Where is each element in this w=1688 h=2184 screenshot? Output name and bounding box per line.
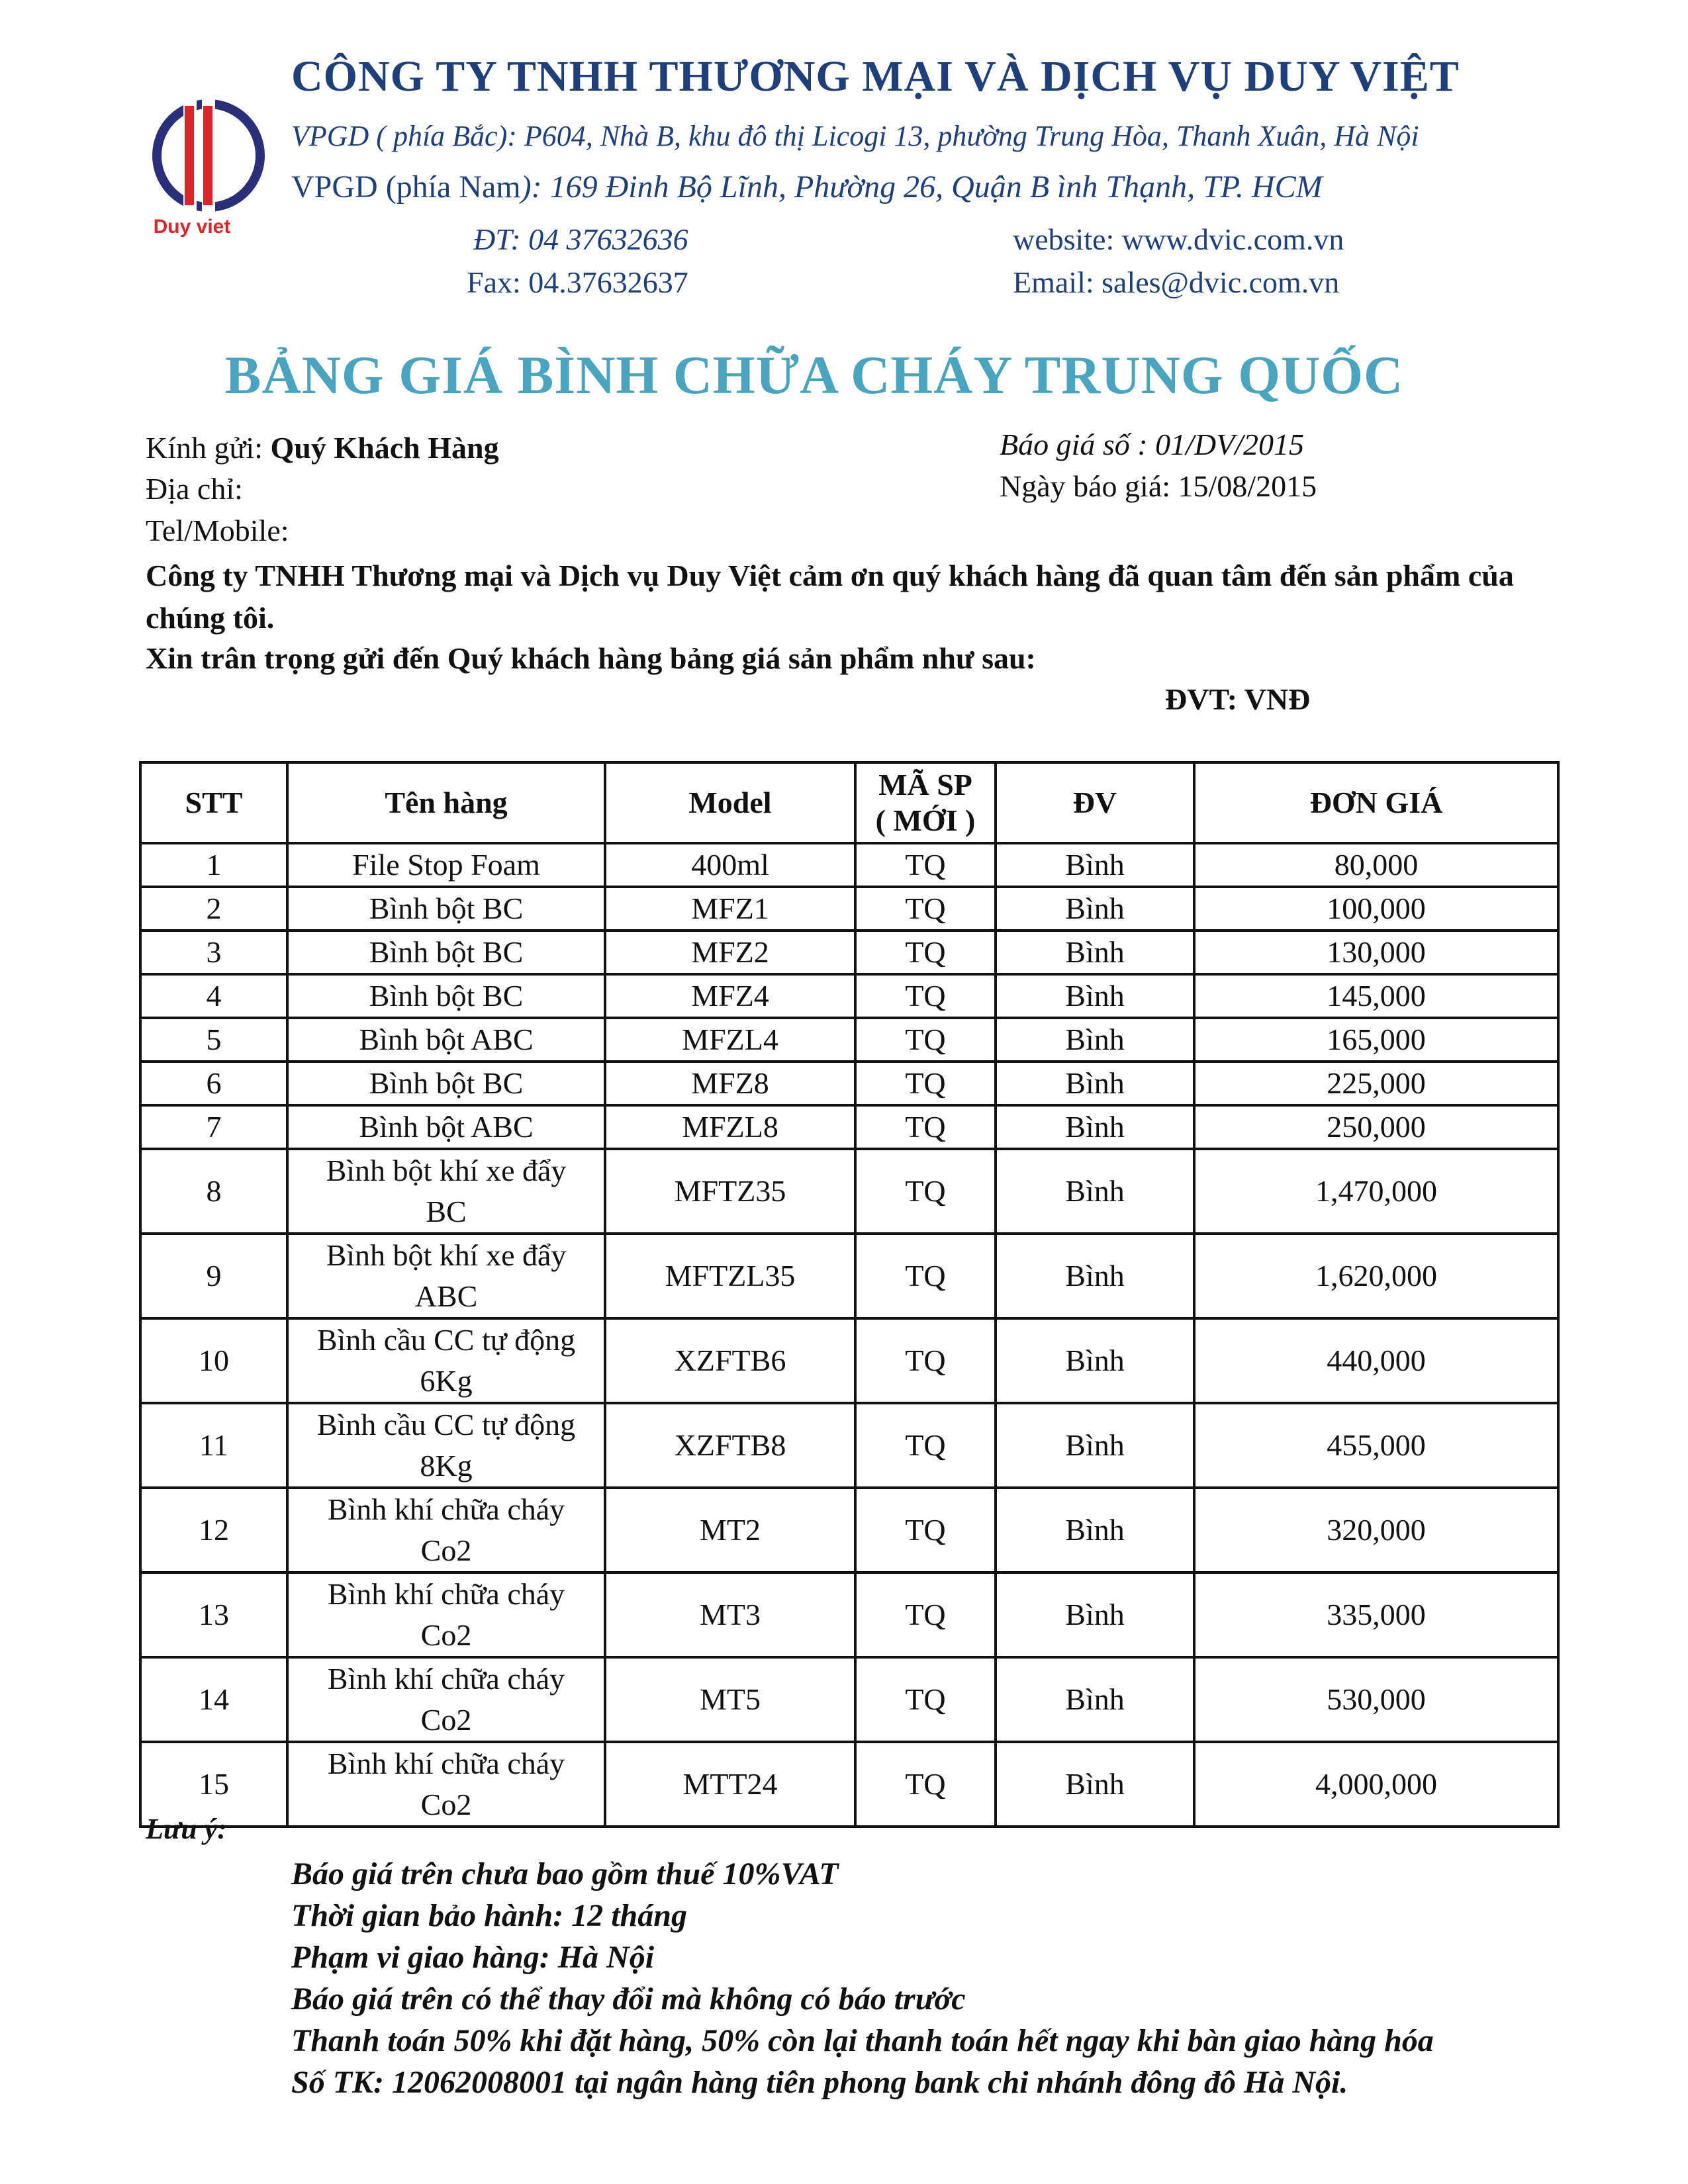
cell-model: MFZ1: [605, 887, 855, 931]
cell-unit: Bình: [996, 1018, 1194, 1062]
cell-price: 165,000: [1194, 1018, 1558, 1062]
cell-stt: 12: [140, 1488, 287, 1572]
note-item: Thanh toán 50% khi đặt hàng, 50% còn lại thanh toán hết ngay khi bàn giao hàng hóa: [291, 2023, 1434, 2058]
table-body: [140, 843, 1558, 1827]
thanks-paragraph: Công ty TNHH Thương mại và Dịch vụ Duy Việt cảm ơn quý khách hàng đã quan tâm đến sản phẩm của chúng tôi.: [146, 559, 1514, 635]
phone-number: ĐT: 04 37632636: [473, 222, 688, 256]
cell-price: 4,000,000: [1194, 1742, 1558, 1827]
cell-unit: Bình: [996, 1572, 1194, 1657]
cell-price: 455,000: [1194, 1403, 1558, 1488]
cell-model: MT2: [605, 1488, 855, 1572]
cell-price: 145,000: [1194, 974, 1558, 1018]
note-label: Lưu ý:: [146, 1813, 227, 1845]
intro-text: Xin trân trọng gửi đến Quý khách hàng bảng giá sản phẩm như sau:: [146, 641, 1036, 675]
cell-unit: Bình: [996, 931, 1194, 974]
cell-stt: 10: [140, 1318, 287, 1403]
cell-model: MT3: [605, 1572, 855, 1657]
cell-price: 225,000: [1194, 1062, 1558, 1105]
table-row: [140, 843, 1558, 887]
header-product-name: Tên hàng: [287, 762, 605, 843]
header-stt: STT: [140, 762, 287, 843]
table-row: [140, 1062, 1558, 1105]
cell-stt: 5: [140, 1018, 287, 1062]
note-item: Báo giá trên có thể thay đổi mà không có báo trước: [291, 1981, 966, 2017]
cell-product-name: Bình cầu CC tự động 8Kg: [287, 1403, 605, 1488]
address-label: Địa chỉ:: [146, 472, 243, 506]
fax-number: Fax: 04.37632637: [467, 265, 688, 299]
cell-model: MFZL4: [605, 1018, 855, 1062]
cell-price: 1,620,000: [1194, 1234, 1558, 1318]
cell-product-name: Bình bột BC: [287, 1062, 605, 1105]
table-row: [140, 1572, 1558, 1657]
unit-note: ĐVT: VNĐ: [1165, 682, 1311, 716]
address-south-detail: ): 169 Đinh Bộ Lĩnh, Phường 26, Quận B ình Thạnh, TP. HCM: [520, 169, 1323, 205]
table-row: [140, 887, 1558, 931]
cell-product-code: TQ: [855, 974, 996, 1018]
cell-product-name: Bình bột ABC: [287, 1105, 605, 1149]
cell-unit: Bình: [996, 1149, 1194, 1234]
table-row: [140, 1105, 1558, 1149]
cell-stt: 9: [140, 1234, 287, 1318]
cell-price: 530,000: [1194, 1657, 1558, 1742]
quote-date: Ngày báo giá: 15/08/2015: [1000, 469, 1317, 503]
header-unit: ĐV: [996, 762, 1194, 843]
cell-price: 250,000: [1194, 1105, 1558, 1149]
cell-unit: Bình: [996, 974, 1194, 1018]
cell-stt: 15: [140, 1742, 287, 1827]
cell-product-code: TQ: [855, 1488, 996, 1572]
cell-product-name: Bình khí chữa cháy Co2: [287, 1488, 605, 1572]
cell-model: XZFTB8: [605, 1403, 855, 1488]
cell-product-code: TQ: [855, 1149, 996, 1234]
document-title: BẢNG GIÁ BÌNH CHỮA CHÁY TRUNG QUỐC: [224, 345, 1404, 405]
recipient-value: Quý Khách Hàng: [270, 431, 499, 465]
table-row: [140, 974, 1558, 1018]
cell-unit: Bình: [996, 1062, 1194, 1105]
cell-product-name: Bình bột ABC: [287, 1018, 605, 1062]
cell-unit: Bình: [996, 1318, 1194, 1403]
cell-stt: 3: [140, 931, 287, 974]
cell-stt: 7: [140, 1105, 287, 1149]
cell-product-name: Bình bột BC: [287, 931, 605, 974]
table-row: [140, 1149, 1558, 1234]
header-price: ĐƠN GIÁ: [1194, 762, 1558, 843]
note-item: Thời gian bảo hành: 12 tháng: [291, 1898, 687, 1933]
cell-stt: 4: [140, 974, 287, 1018]
cell-stt: 2: [140, 887, 287, 931]
cell-model: MFTZL35: [605, 1234, 855, 1318]
header-model: Model: [605, 762, 855, 843]
note-item: Phạm vi giao hàng: Hà Nội: [291, 1940, 655, 1975]
cell-model: MFZL8: [605, 1105, 855, 1149]
note-item: Báo giá trên chưa bao gồm thuế 10%VAT: [291, 1856, 839, 1891]
cell-model: MT5: [605, 1657, 855, 1742]
table-row: [140, 1318, 1558, 1403]
table-row: [140, 1234, 1558, 1318]
cell-product-code: TQ: [855, 1318, 996, 1403]
website-link[interactable]: website: www.dvic.com.vn: [1013, 222, 1344, 256]
address-south: [291, 169, 1323, 205]
table-row: [140, 1488, 1558, 1572]
cell-product-code: TQ: [855, 1403, 996, 1488]
table-row: [140, 1742, 1558, 1827]
cell-model: 400ml: [605, 843, 855, 887]
email-link[interactable]: Email: sales@dvic.com.vn: [1013, 265, 1340, 299]
table-row: [140, 931, 1558, 974]
cell-unit: Bình: [996, 1657, 1194, 1742]
cell-stt: 14: [140, 1657, 287, 1742]
cell-stt: 13: [140, 1572, 287, 1657]
cell-model: MTT24: [605, 1742, 855, 1827]
cell-price: 1,470,000: [1194, 1149, 1558, 1234]
cell-unit: Bình: [996, 843, 1194, 887]
cell-product-name: Bình khí chữa cháy Co2: [287, 1572, 605, 1657]
table-header-row: [140, 762, 1558, 843]
cell-unit: Bình: [996, 1105, 1194, 1149]
cell-product-code: TQ: [855, 1572, 996, 1657]
cell-model: MFZ8: [605, 1062, 855, 1105]
cell-product-name: Bình bột BC: [287, 887, 605, 931]
recipient-label: Kính gửi:: [146, 431, 271, 465]
cell-stt: 6: [140, 1062, 287, 1105]
cell-unit: Bình: [996, 1234, 1194, 1318]
cell-price: 335,000: [1194, 1572, 1558, 1657]
note-item: Số TK: 12062008001 tại ngân hàng tiên phong bank chi nhánh đông đô Hà Nội.: [291, 2065, 1348, 2100]
company-logo: [142, 93, 275, 238]
address-north: VPGD ( phía Bắc): P604, Nhà B, khu đô thị Licogi 13, phường Trung Hòa, Thanh Xuân, Hà Nội: [291, 120, 1419, 152]
cell-model: XZFTB6: [605, 1318, 855, 1403]
cell-product-name: File Stop Foam: [287, 843, 605, 887]
recipient-line: [146, 430, 499, 465]
cell-price: 320,000: [1194, 1488, 1558, 1572]
cell-product-code: TQ: [855, 1657, 996, 1742]
cell-product-name: Bình bột khí xe đẩy ABC: [287, 1234, 605, 1318]
cell-product-code: TQ: [855, 1105, 996, 1149]
cell-price: 80,000: [1194, 843, 1558, 887]
cell-product-code: TQ: [855, 887, 996, 931]
price-table: [139, 761, 1560, 1828]
cell-product-name: Bình khí chữa cháy Co2: [287, 1657, 605, 1742]
notes-list: [291, 1853, 1434, 2103]
cell-model: MFTZ35: [605, 1149, 855, 1234]
table-row: [140, 1403, 1558, 1488]
cell-model: MFZ2: [605, 931, 855, 974]
cell-product-name: Bình khí chữa cháy Co2: [287, 1742, 605, 1827]
cell-stt: 11: [140, 1403, 287, 1488]
company-name: CÔNG TY TNHH THƯƠNG MẠI VÀ DỊCH VỤ DUY VIỆT: [291, 52, 1460, 101]
cell-product-name: Bình bột khí xe đẩy BC: [287, 1149, 605, 1234]
cell-product-code: TQ: [855, 931, 996, 974]
cell-unit: Bình: [996, 1488, 1194, 1572]
table-row: [140, 1657, 1558, 1742]
cell-product-code: TQ: [855, 1062, 996, 1105]
header-product-code: MÃ SP ( MỚI ): [855, 762, 996, 843]
cell-stt: 8: [140, 1149, 287, 1234]
logo-text: Duy viet: [153, 216, 231, 238]
cell-product-code: TQ: [855, 1234, 996, 1318]
cell-product-code: TQ: [855, 843, 996, 887]
address-south-label: VPGD (phía Nam: [291, 169, 521, 205]
cell-product-name: Bình bột BC: [287, 974, 605, 1018]
cell-price: 440,000: [1194, 1318, 1558, 1403]
table-row: [140, 1018, 1558, 1062]
cell-product-code: TQ: [855, 1742, 996, 1827]
cell-price: 100,000: [1194, 887, 1558, 931]
cell-price: 130,000: [1194, 931, 1558, 974]
quote-number: Báo giá số : 01/DV/2015: [1000, 428, 1304, 461]
cell-product-code: TQ: [855, 1018, 996, 1062]
cell-model: MFZ4: [605, 974, 855, 1018]
cell-product-name: Bình cầu CC tự động 6Kg: [287, 1318, 605, 1403]
cell-unit: Bình: [996, 1403, 1194, 1488]
cell-unit: Bình: [996, 887, 1194, 931]
cell-stt: 1: [140, 843, 287, 887]
cell-unit: Bình: [996, 1742, 1194, 1827]
tel-label: Tel/Mobile:: [146, 514, 289, 547]
